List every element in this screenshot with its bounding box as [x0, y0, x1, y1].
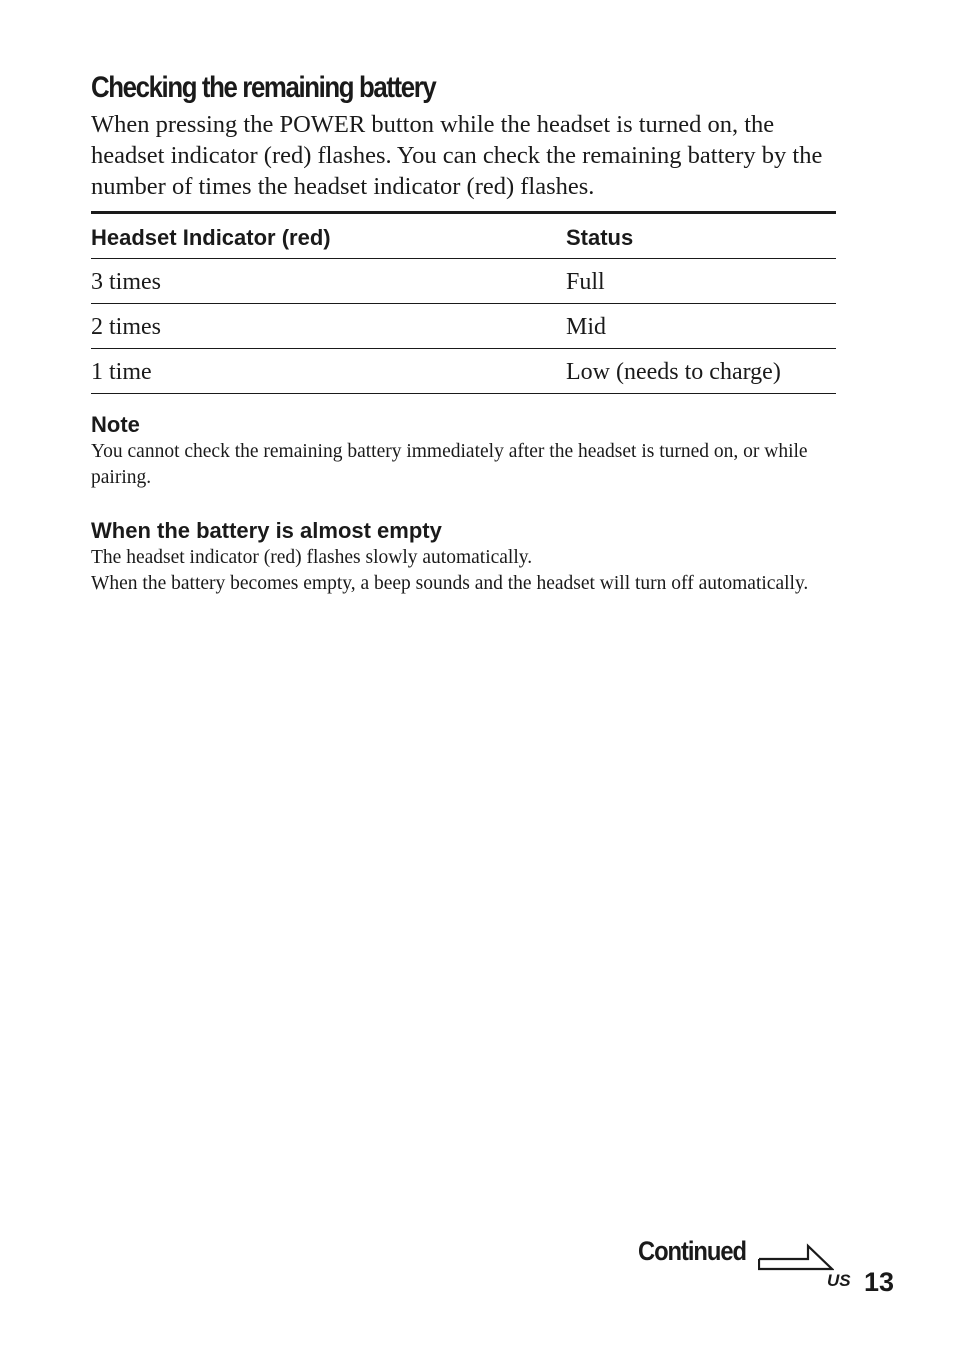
table-row: [91, 304, 836, 349]
page-number: 13: [864, 1267, 895, 1297]
indicator-cell: 3 times: [91, 259, 566, 304]
table-header-row: [91, 213, 836, 259]
indicator-cell: 1 time: [91, 349, 566, 394]
battery-empty-heading: When the battery is almost empty: [91, 518, 442, 543]
indicator-cell: 2 times: [91, 304, 566, 349]
page-footer: [638, 1236, 908, 1306]
continued-arrow-icon: [758, 1240, 834, 1274]
status-cell: Mid: [566, 304, 836, 349]
section-title: Checking the remaining battery: [91, 71, 436, 104]
battery-empty-line-2: When the battery becomes empty, a beep sounds and the headset will turn off automatically.: [91, 573, 809, 594]
column-header-status: Status: [566, 213, 836, 259]
table-row: [91, 259, 836, 304]
region-code: US: [827, 1271, 851, 1290]
status-cell: Full: [566, 259, 836, 304]
column-header-indicator: Headset Indicator (red): [91, 213, 566, 259]
page-content: [91, 66, 836, 597]
note-heading: Note: [91, 412, 140, 437]
intro-paragraph: When pressing the POWER button while the headset is turned on, the headset indicator (red) flashes. You can check the remaining battery by the number of times the headset indicator (red) flashes.: [91, 111, 823, 200]
battery-empty-section: [91, 517, 836, 597]
note-section: [91, 411, 836, 491]
battery-indicator-table: [91, 211, 836, 394]
status-cell: Low (needs to charge): [566, 349, 836, 394]
battery-empty-line-1: The headset indicator (red) flashes slowly automatically.: [91, 547, 533, 568]
table-row: [91, 349, 836, 394]
note-text: You cannot check the remaining battery immediately after the headset is turned on, or while pairing.: [91, 441, 808, 488]
continued-label: Continued: [638, 1236, 746, 1266]
